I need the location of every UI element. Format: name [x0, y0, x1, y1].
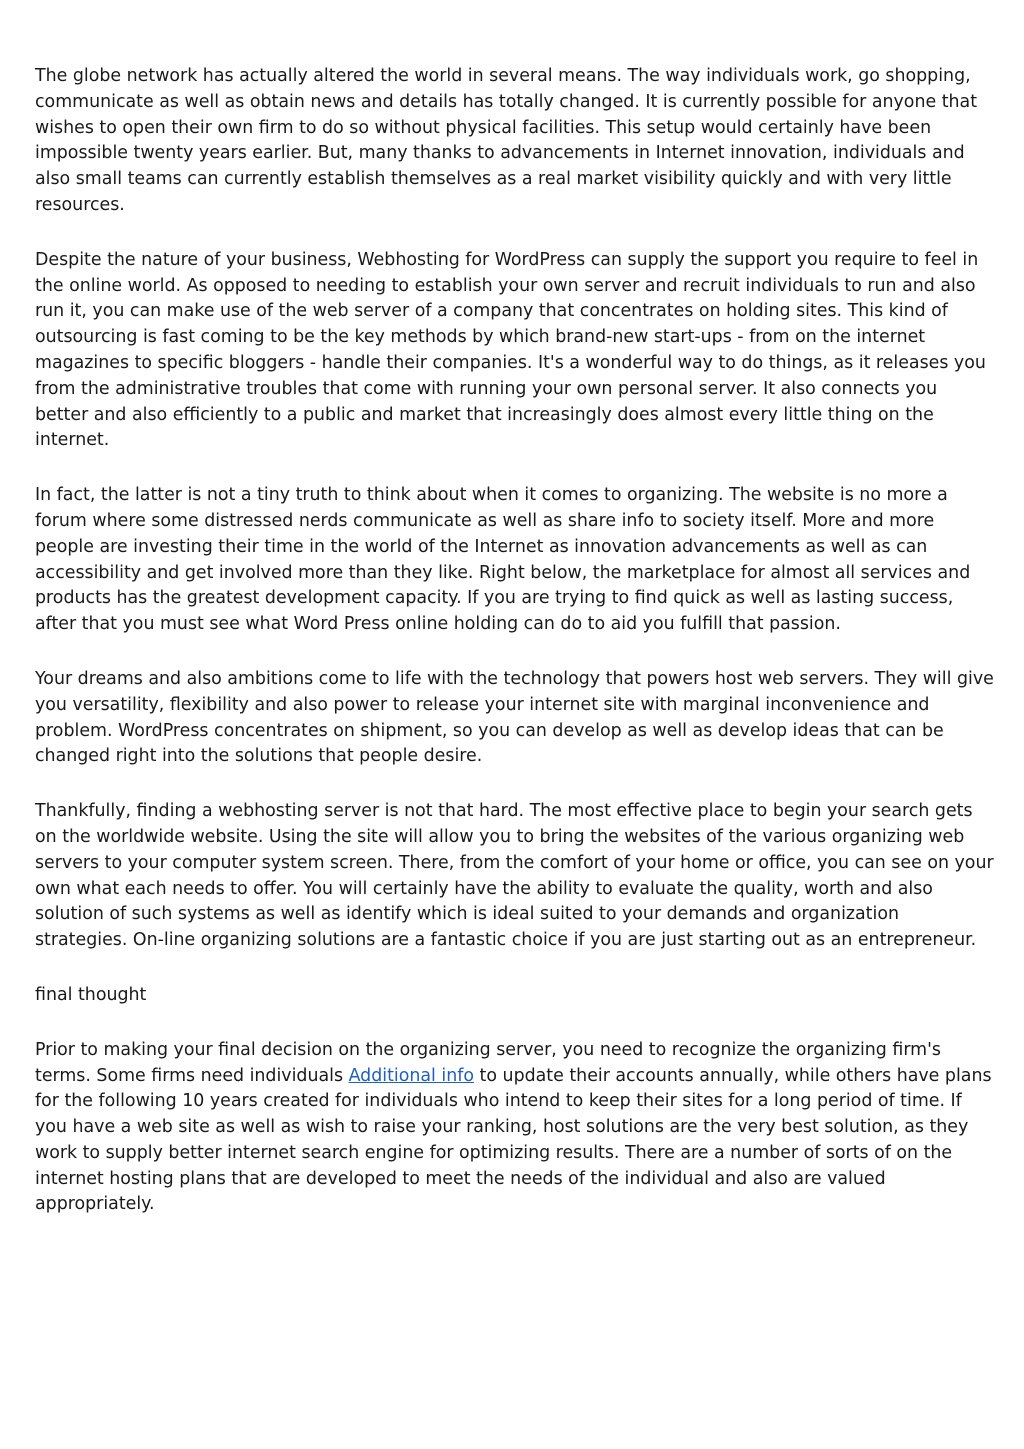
paragraph-5: Thankfully, finding a webhosting server is not that hard. The most effective place to begin your search gets on the worldwide website. Using the site will allow you to bring the websites of the various organizing web servers to your computer system screen. There, from the comfort of your home or office, you can see on your own what each needs to offer. You will certainly have the ability to evaluate the quality, worth and also solution of such systems as well as identify which is ideal suited to your demands and organization strategies. On-line organizing solutions are a fantastic choice if you are just starting out as an entrepreneur. — [35, 801, 994, 951]
paragraph-3: In fact, the latter is not a tiny truth to think about when it comes to organizing. The website is no more a forum where some distressed nerds communicate as well as share info to society itself. More and more people are investing their time in the world of the Internet as innovation advancements as well as can accessibility and get involved more than they like. Right below, the marketplace for almost all services and products has the greatest development capacity. If you are trying to find quick as well as lasting success, after that you must see what Word Press online holding can do to aid you fulfill that passion. — [35, 485, 971, 635]
additional-info-link[interactable]: Additional info — [348, 1065, 475, 1086]
section-heading-final-thought: final thought — [35, 984, 147, 1005]
document-body — [35, 64, 995, 1247]
paragraph-final — [35, 1038, 995, 1219]
paragraph-2: Despite the nature of your business, Webhosting for WordPress can supply the support you require to feel in the online world. As opposed to needing to establish your own server and recruit individuals to run and also run it, you can make use of the web server of a company that concentrates on holding sites. This kind of outsourcing is fast coming to be the key methods by which brand-new start-ups - from on the internet magazines to specific bloggers - handle their companies. It's a wonderful way to do things, as it releases you from the administrative troubles that come with running your own personal server. It also connects you better and also efficiently to a public and market that increasingly does almost every little thing on the internet. — [35, 249, 986, 451]
paragraph-1: The globe network has actually altered the world in several means. The way individuals work, go shopping, communicate as well as obtain news and details has totally changed. It is currently possible for anyone that wishes to open their own firm to do so without physical facilities. This setup would certainly have been impossible twenty years earlier. But, many thanks to advancements in Internet innovation, individuals and also small teams can currently establish themselves as a real market visibility quickly and with very little resources. — [35, 66, 978, 215]
paragraph-4: Your dreams and also ambitions come to life with the technology that powers host web servers. They will give you versatility, flexibility and also power to release your internet site with marginal inconvenience and problem. WordPress concentrates on shipment, so you can develop as well as develop ideas that can be changed right into the solutions that people desire. — [35, 668, 994, 767]
final-text-before-link: Prior to making your final decision on the organizing server, you need to recognize the organizing firm's terms. Some firms need individuals — [35, 1039, 941, 1086]
final-text-after-link: to update their accounts annually, while others have plans for the following 10 years created for individuals who intend to keep their sites for a long period of time. If you have a web site as well as wish to raise your ranking, host solutions are the very best solution, as they work to supply better internet search engine for optimizing results. There are a number of sorts of on the internet hosting plans that are developed to meet the needs of the individual and also are valued appropriately. — [35, 1065, 992, 1215]
